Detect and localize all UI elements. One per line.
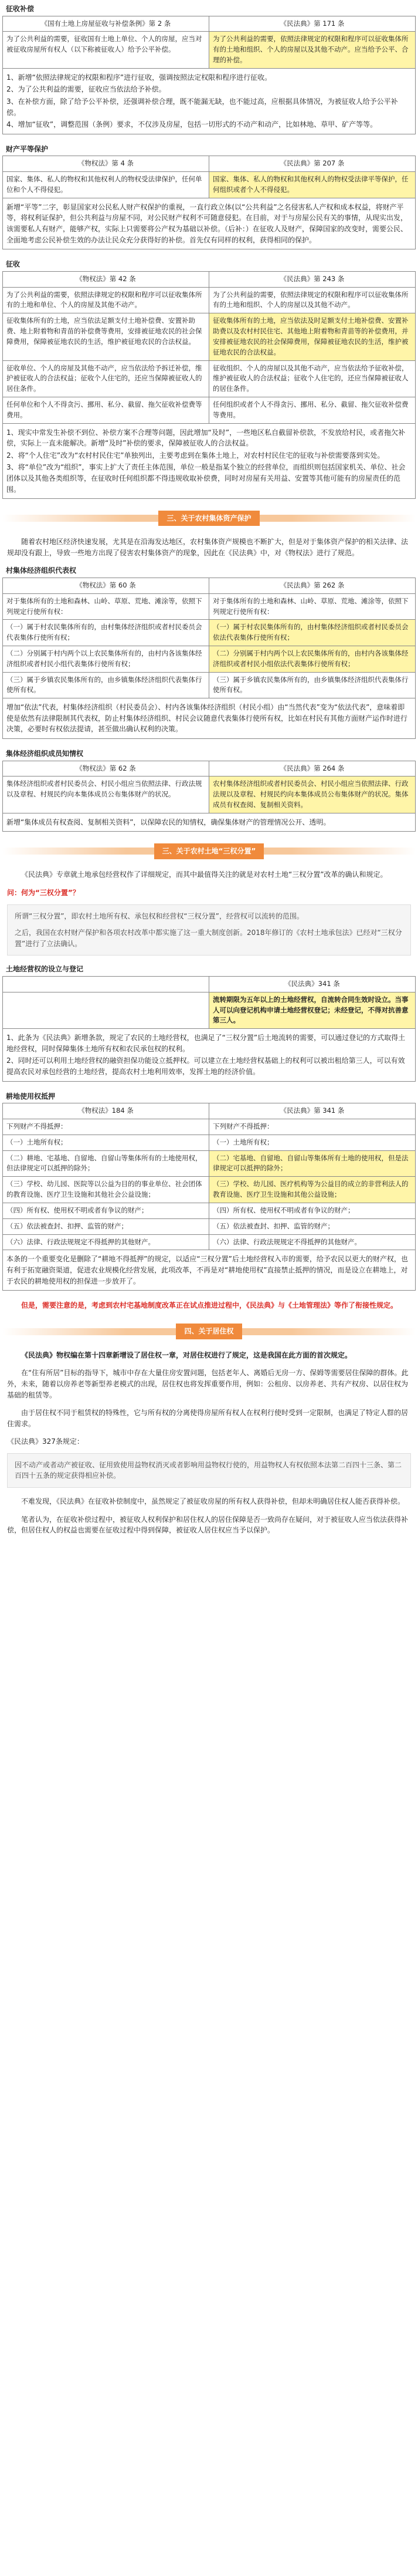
right-cell: （一）土地所有权； [209,1135,416,1150]
left-header: 《物权法》第 60 条 [3,578,209,593]
paragraph: 在“住有所居”目标的指导下，城市中存在大量住房安置问题，包括老年人、离婚后无房一方、保姆等需要居住保障的群体。此外，未来，随着以房养老等新型养老模式的出现，居住权也将发挥重要作用，例如：公租房、以房养老、共有产权房、以居住权为基础的租赁等。 [7,1369,409,1399]
right-header: 《民法典》第 171 条 [209,16,416,32]
left-cell: 征收单位、个人的房屋及其他不动产，应当依法给予拆迁补偿，维护被征收人的合法权益；征收个人住宅的，还应当保障被征收人的居住条件。 [3,360,209,397]
note: 本条的一个重要变化是删除了“耕地不得抵押”的规定，以适应“三权分置”后土地经营权入市的需要，给予农民以更大的财产权，也有利于拓宽融资渠道，促进农业规模化经营发展，此项改革，不再是对“耕地使用权”直接禁止抵押的情况，而是设立在耕地上，对于农民的耕地使用权的担保进一步放开了。 [6,1255,408,1285]
paragraph: 《民法典》专章就土地承包经营权作了详细规定，而其中最值得关注的就是对农村土地“三权分置”改革的确认和规定。 [21,870,388,879]
paragraph: 不难发现，《民法典》在征收补偿制度中，虽然规定了被征收房屋的所有权人获得补偿，但却未明确居住权人能否获得补偿。 [21,1497,405,1506]
comparison-table [2,271,416,424]
left-cell: 集体经济组织或者村民委员会、村民小组应当依照法律、行政法规以及章程、村规民约向本集体成员公布集体财产的状况。 [3,776,209,813]
left-cell: 征收集体所有的土地，应当依法足额支付土地补偿费、安置补助费、地上附着物和青苗的补偿费等费用，安排被征地农民的社会保障费用，保障被征地农民的生活，维护被征地农民的合法权益。 [3,313,209,360]
note: 2、为了公共利益的需要，征收应当依法给予补偿。 [6,85,166,94]
callout-text: 之后，我国在农村财产保护和各项农村改革中都实施了这一重大制度创新。2018年修订的《农村土地承包法》已经对“三权分置”进行了立法确认。 [15,929,402,948]
right-cell: （二）分别属于村内两个以上农民集体所有的，由村内各该集体经济组织或者村民小组依法代表集体行使所有权； [209,646,416,672]
comparison-table [2,976,416,1029]
banner-title: 四、关于居住权 [176,1324,242,1339]
left-cell: 国家、集体、私人的物权和其他权利人的物权受法律保护，任何单位和个人不得侵犯。 [3,172,209,198]
section-banner [2,842,416,860]
left-header: 《物权法》第 62 条 [3,761,209,776]
note: 新增“平等”二字，彰显国家对公民私人财产权保护的重视，一直行政立体(以“公共利益”之名侵害私人产权和成本权益，将财产平等，将权利证保护，但公共利益与房屋不同，对公民财产权利不可随意侵犯。在目前，对于与房屋公民有关的事情，从现实出发，该需要私人有财产，能够产权，实际上只需要将公产权为基础以补偿。（后补：）在征收人及财产，保障国家的改变时，需要公民、全面地考虑公民补偿生效的办法让民众充分获得好的补偿。首先仅有同样的权利，获得相同的保护。 [6,202,408,244]
notes-box [2,424,416,499]
article-label: 《民法典》327条规定： [7,1437,84,1446]
right-cell: 下列财产不得抵押： [209,1119,416,1135]
right-header: 《民法典》341 条 [209,977,416,992]
right-header: 《民法典》第 341 条 [209,1103,416,1119]
right-cell: 农村集体经济组织或者村民委员会、村民小组应当依照法律、行政法规以及章程、村规民约向本集体成员公布集体财产的状况。集体成员有权查阅、复制相关资料。 [209,776,416,813]
comparison-table [2,578,416,698]
left-header: 《物权法》第 42 条 [3,271,209,287]
callout-text: 所谓“三权分置”，即农村土地所有权、承包权和经营权“三权分置”，经营权可以流转的范围。 [15,911,304,920]
right-cell: （三）学校、幼儿园、医疗机构等为公益目的成立的非营利法人的教育设施、医疗卫生设施和其他公益设施； [209,1177,416,1203]
right-header: 《民法典》第 243 条 [209,271,416,287]
left-header: 《物权法》184 条 [3,1103,209,1119]
notes-box [2,813,416,832]
right-cell: （五）依法被查封、扣押、监管的财产； [209,1218,416,1234]
right-cell: （四）所有权、使用权不明或者有争议的财产； [209,1203,416,1218]
banner-title: 三、关于农村土地“三权分置” [154,843,264,859]
left-header: 《物权法》第 4 条 [3,156,209,172]
right-cell: 任何组织或者个人不得贪污、挪用、私分、截留、拖欠征收补偿费等费用。 [209,397,416,423]
left-cell: 任何单位和个人不得贪污、挪用、私分、截留、拖欠征收补偿费等费用。 [3,397,209,423]
left-cell: 为了公共利益的需要，依照法律规定的权限和程序可以征收集体所有的土地和单位、个人的房屋及其他不动产。 [3,287,209,313]
left-cell: （二）分别属于村内两个以上农民集体所有的，由村内各该集体经济组织或者村民小组代表集体行使所有权； [3,646,209,672]
right-cell: （一）属于村农民集体所有的，由村集体经济组织或者村民委员会依法代表集体行使所有权； [209,620,416,646]
section-title: 耕地使用权抵押 [6,1092,56,1100]
left-cell: （一）属于村农民集体所有的，由村集体经济组织或者村民委员会代表集体行使所有权； [3,620,209,646]
right-cell: 征收集体所有的土地，应当依法及时足额支付土地补偿费、安置补助费以及农村村民住宅、其他地上附着物和青苗等的补偿费用，并安排被征地农民的社会保障费用，保障被征地农民的生活，维护被征地农民的合法权益。 [209,313,416,360]
right-header: 《民法典》第 207 条 [209,156,416,172]
question-heading: 问：何为“三权分置”？ [7,889,80,897]
section-banner [2,1323,416,1341]
section-title: 征收补偿 [6,5,35,13]
right-header: 《民法典》第 264 条 [209,761,416,776]
mortgage-section [2,1090,416,1291]
comparison-table [2,156,416,198]
collective-owner-section [2,564,416,739]
expropriation-section [2,258,416,499]
right-cell: 国家、集体、私人的物权和其他权利人的物权受法律平等保护，任何组织或者个人不得侵犯。 [209,172,416,198]
land-mgmt-section [2,963,416,1081]
section-title: 征收 [6,260,21,269]
note: 2、同时还可以利用土地经营权的融资担保功能设立抵押权。可以建立在土地经营权基础上的权利可以被出租给第三人，可以有效提高农民对承包经营的土地经营，提高农村土地利用效率，发挥土地的经济价值。 [6,1056,405,1076]
callout-box [7,904,411,956]
comparison-table [2,761,416,813]
notes-box [2,69,416,134]
section-title: 土地经营权的设立与登记 [6,965,84,974]
left-cell: 对于集体所有的土地和森林、山岭、草原、荒地、滩涂等，依照下列规定行使所有权： [3,593,209,620]
note: 2、将“个人住宅”改为“农村村民住宅”单独列出，主要考虑到在集体土地上，对农村村民住宅的征收与补偿需要落到实处。 [6,451,385,460]
paragraph: 由于居住权不同于租赁权的特殊性，它与所有权的分离使得房屋所有权人在权利行使时受到一定限制，也满足了特定人群的居住需求。 [7,1409,409,1428]
right-cell: （二）宅基地、自留地、自留山等集体所有土地的使用权，但是法律规定可以抵押的除外； [209,1150,416,1177]
left-cell: （三）学校、幼儿园、医院等以公益为目的的事业单位、社会团体的教育设施、医疗卫生设施和其他社会公益设施； [3,1177,209,1203]
section-banner [2,509,416,527]
comparison-table [2,1103,416,1250]
section-title: 集体经济组织成员知情权 [6,749,84,758]
callout-text: 因不动产或者动产被征收、征用致使用益物权消灭或者影响用益物权行使的，用益物权人有权依照本法第二百四十三条、第二百四十五条的规定获得相应补偿。 [15,1460,402,1480]
note: 3、将“单位”改为“组织”，事实上扩大了责任主体范围，单位一般是指某个独立的经营单位，而组织则包括国家机关、单位、社会团体以及其他各类组织等，在征收时任何组织都不得违规收取补偿费，同时对房屋有关用益、安置等其他可能有的房屋责任的范围。 [6,463,406,494]
left-cell: （四）所有权、使用权不明或者有争议的财产； [3,1203,209,1218]
left-header: 《国有土地上房屋征收与补偿条例》第 2 条 [3,16,209,32]
highlight-note: 但是，需要注意的是，考虑到农村宅基地制度改革正在试点推进过程中，《民法典》与《土地管理法》等作了衔接性规定。 [21,1301,398,1310]
notes-box [2,198,416,249]
collective-stake-section [2,747,416,832]
right-cell: 征收组织、个人的房屋以及其他不动产，应当依法给予征收补偿，维护被征收人的合法权益；征收个人住宅的，还应当保障被征收人的居住条件。 [209,360,416,397]
callout-box [7,1453,411,1488]
right-cell: 流转期限为五年以上的土地经营权，自流转合同生效时设立。当事人可以向登记机构申请土地经营权登记；未经登记，不得对抗善意第三人。 [209,992,416,1028]
notes-box [2,1250,416,1291]
paragraph: 《民法典》物权编在第十四章新增设了居住权一章，对居住权进行了规定，这是我国在此方面的首次规定。 [21,1351,352,1359]
left-cell: 为了公共利益的需要，征收国有土地上单位、个人的房屋，应当对被征收房屋所有权人（以下称被征收人）给予公平补偿。 [3,32,209,68]
banner-title: 三、关于农村集体资产保护 [158,511,259,526]
left-cell: （三）属于乡镇农民集体所有的，由乡镇集体经济组织代表集体行使所有权。 [3,672,209,698]
note: 新增“集体成员有权查阅、复制相关资料”，以保障农民的知情权，确保集体财产的管理情况公开、透明。 [6,818,331,826]
left-cell: （五）依法被查封、扣押、监管的财产； [3,1218,209,1234]
comparison-table [2,16,416,69]
note: 3、在补偿方面，除了给予公平补偿，还强调补偿合理，既不能漏无缺，也不能过高，应根据具体情况，为被征收人给予公平补偿。 [6,97,398,117]
right-cell: （三）属于乡镇农民集体所有的，由乡镇集体经济组织代表集体行使所有权。 [209,672,416,698]
section-title: 财产平等保护 [6,144,49,153]
compensation-section [2,2,416,134]
right-cell: 为了公共利益的需要，依照法律规定的权限和程序可以征收集体所有的土地和组织、个人的房屋以及其他不动产。应当给予公平、合理的补偿。 [209,32,416,68]
left-cell: （六）法律、行政法规规定不得抵押的其他财产。 [3,1234,209,1250]
note: 增加“依法”代表，村集体经济组织（村民委员会）、村内各该集体经济组织（村民小组）由“当然代表”变为“依法代表”，意味着即使是依然有法律限制其代表权，防止村集体经济组织、村民会议随意代表集体行使所有权，比如在村民有其他方面财产运作时进行决策，必要时有权依法提请，甚至做出确认权利的决策。 [6,703,408,734]
note: 4、增加“征收”，调整范围（条例）要求，不仅涉及房屋，包括一切形式的不动产和动产，比如林地、草甲、矿产等等。 [6,120,378,129]
left-cell [3,992,209,1028]
paragraph: 随着农村地区经济快速发展，尤其是在沿海发达地区，农村集体资产规模也不断扩大，但是对于集体资产保护的相关法律、法规却没有跟上，导致一些地方出现了侵害农村集体资产的现象，因此在《民法典》中，对《物权法》进行了规范。 [7,538,409,557]
left-cell: 下列财产不得抵押： [3,1119,209,1135]
right-header: 《民法典》第 262 条 [209,578,416,593]
right-cell: 对于集体所有的土地和森林、山岭、草原、荒地、滩涂等，依照下列规定行使所有权： [209,593,416,620]
equal-protection-section [2,143,416,249]
note: 1、现实中常发生补偿不到位、补偿方案不合理等问题，因此增加“及时”，一些地区私自截留补偿款，不发放给村民，或者拖欠补偿，实际上一直未能解决。新增“及时”补偿的要求，保障被征收人的合法权益。 [6,428,406,448]
notes-box [2,1029,416,1081]
note: 1、此条为《民法典》新增条款，规定了农民的土地经营权，也满足了“三权分置”后土地流转的需要，可以通过登记的方式取得土地经营权，同时保障集体土地所有权和农民承包权的权利。 [6,1034,406,1053]
section-title: 村集体经济组织代表权 [6,566,77,575]
right-cell: （六）法律、行政法规规定不得抵押的其他财产。 [209,1234,416,1250]
paragraph: 笔者认为，在征收补偿过程中，被征收人权利保护和居住权人的居住保障是否一致尚存在疑问，对于被征收人应当依法获得补偿，但居住权人的权益也需要在征收过程中得到保障，被征收人居住权应当予以保护。 [7,1515,409,1535]
left-cell: （二）耕地、宅基地、自留地、自留山等集体所有的土地使用权，但法律规定可以抵押的除外； [3,1150,209,1177]
note: 1、新增“依照法律规定的权限和程序”进行征收，强调按照法定权限和程序进行征收。 [6,73,272,82]
left-cell: （一）土地所有权； [3,1135,209,1150]
left-header [3,977,209,992]
notes-box [2,698,416,739]
right-cell: 为了公共利益的需要，依照法律规定的权限和程序可以征收集体所有的土地和组织、个人的房屋以及其他不动产。 [209,287,416,313]
